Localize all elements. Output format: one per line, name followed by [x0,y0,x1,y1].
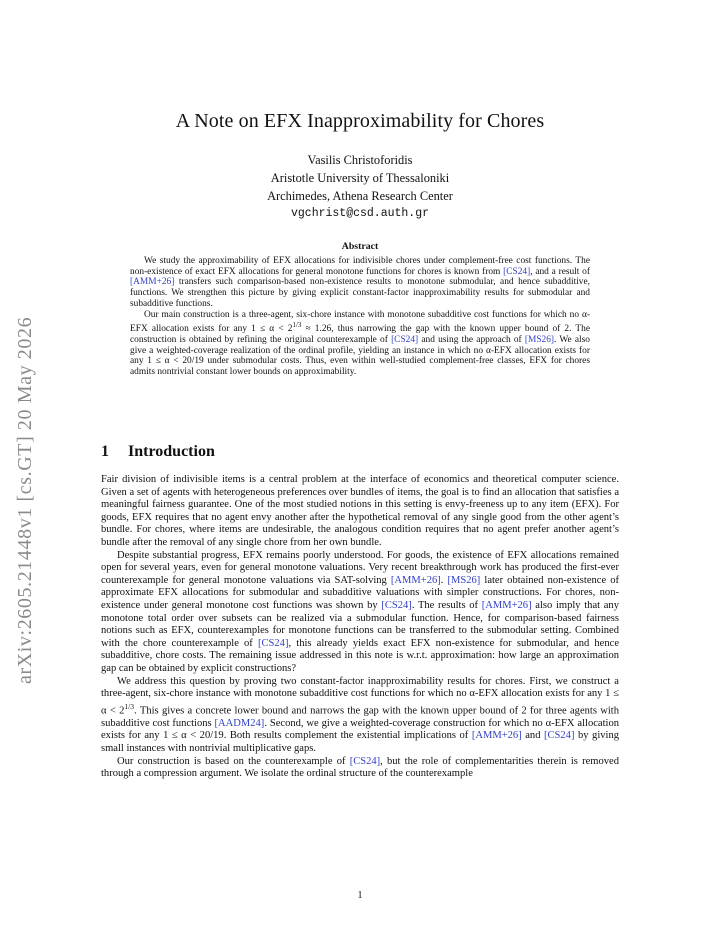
body-paragraph-4: Our construction is based on the counterexample of [CS24], but the role of complementarities therein is removed through a compression argument. We isolate the ordinal structure of the counterexample [101,755,619,780]
section-heading [101,443,215,461]
page-number: 1 [357,890,363,901]
arxiv-identifier-stamp: arXiv:2605.21448v1 [cs.GT] 20 May 2026 [14,316,36,684]
citation-link[interactable]: [AMM+26] [390,574,441,586]
citation-link[interactable]: [AMM+26] [471,730,522,742]
section-title: Introduction [128,443,215,460]
citation-link[interactable]: [AMM+26] [481,599,532,611]
body-paragraph-1: Fair division of indivisible items is a central problem at the interface of economics and theoretical computer science. Given a set of agents with heterogeneous preferences over bundles of items, the goal is to find an allocation that satisfies a meaningful fairness guarantee. One of the most studied notions in this setting is envy-freeness up to any item (EFX). For goods, EFX requires that no agent envy another after the hypothetical removal of any single good from the other agent’s bundle. For chores, where items are undesirable, the analogous condition requires that no agent prefer another agent’s bundle after the removal of any single chore from her own bundle. [101,474,619,548]
abstract-heading: Abstract [341,241,379,252]
citation-link[interactable]: [CS24] [543,730,575,742]
citation-link[interactable]: [CS24] [391,335,419,346]
citation-link[interactable]: [CS24] [257,637,289,649]
body-paragraph-3: We address this question by proving two constant-factor inapproximability results for chores. First, we construct a three-agent, six-chore instance with monotone subadditive cost functions for which no α-EFX allocation exists for any $1 \le \alpha < 2^{1/3}$. This gives a concrete lower bound and narrows the gap with the known upper bound of 2 for three agents with subadditive cost functions [AADM24]. Second, we give a weighted-coverage construction for which no α-EFX allocation exists for any 1 ≤ α < 20/19. Both results complement the existential implications of [AMM+26] and [CS24] by giving small instances with nontrivial multiplicative gaps. [101,675,620,754]
author-name: Vasilis Christoforidis [307,153,413,167]
author-email: vgchrist@csd.auth.gr [290,207,430,220]
citation-link[interactable]: [AMM+26] [130,277,175,288]
citation-link[interactable]: [MS26] [524,335,555,346]
abstract-body [130,256,590,378]
abstract-paragraph-2: Our main construction is a three-agent, six-chore instance with monotone subadditive cost functions for which no α-EFX allocation exists for any $1 \le \alpha < 2^{1/3} \approx 1.26$, thus narrowing the gap with the known upper bound of 2. The construction is obtained by refining the original counterexample of [CS24] and using the approach of [MS26]. We also give a weighted-coverage realization of the ordinal profile, yielding an instance in which no α-EFX allocation exists for any 1 ≤ α < 20/19 under submodular costs. Thus, even within well-studied complement-free classes, EFX for chores admits nontrivial constant lower bounds on approximability. [130,309,590,378]
citation-link[interactable]: [CS24] [503,266,531,277]
section-body [101,474,619,781]
author-affiliation-1: Aristotle University of Thessaloniki [270,171,450,185]
abstract-paragraph-1: We study the approximability of EFX allocations for indivisible chores under complement-free cost functions. The non-existence of exact EFX allocations for general monotone functions for chores is known from [CS24], and a result of [AMM+26] transfers such comparison-based non-existence results to monotone submodular, and hence subadditive, functions. We strengthen this picture by giving explicit constant-factor inapproximability results for submodular and subadditive functions. [130,256,590,309]
citation-link[interactable]: [MS26] [447,574,481,586]
body-paragraph-2: Despite substantial progress, EFX remains poorly understood. For goods, the existence of EFX allocations remained open for several years, even for general monotone valuations. Very recent breakthrough work has produced the first-ever counterexample for general monotone valuations via SAT-solving [AMM+26]. [MS26] later obtained non-existence of approximate EFX allocations for submodular and subadditive valuations with simpler constructions. For chores, non-existence under general monotone cost functions was shown by [CS24]. The results of [AMM+26] also imply that any monotone total order over subsets can be realized via a submodular function. Hence, for comparison-based fairness notions such as EFX, counterexamples for monotone functions can be transferred to the submodular setting. Combined with the chore counterexample of [CS24], this already yields exact EFX non-existence for submodular, and hence subadditive, chore costs. The remaining issue addressed in this note is w.r.t. approximation: how large an approximation gap can be obtained by explicit constructions? [101,549,619,674]
citation-link[interactable]: [CS24] [381,599,412,611]
section-number: 1 [101,443,109,460]
author-affiliation-2: Archimedes, Athena Research Center [267,189,453,203]
citation-link[interactable]: [CS24] [349,755,381,767]
citation-link[interactable]: [AADM24] [214,717,265,729]
author-block [0,151,720,223]
paper-title: A Note on EFX Inapproximability for Chores [175,110,545,132]
